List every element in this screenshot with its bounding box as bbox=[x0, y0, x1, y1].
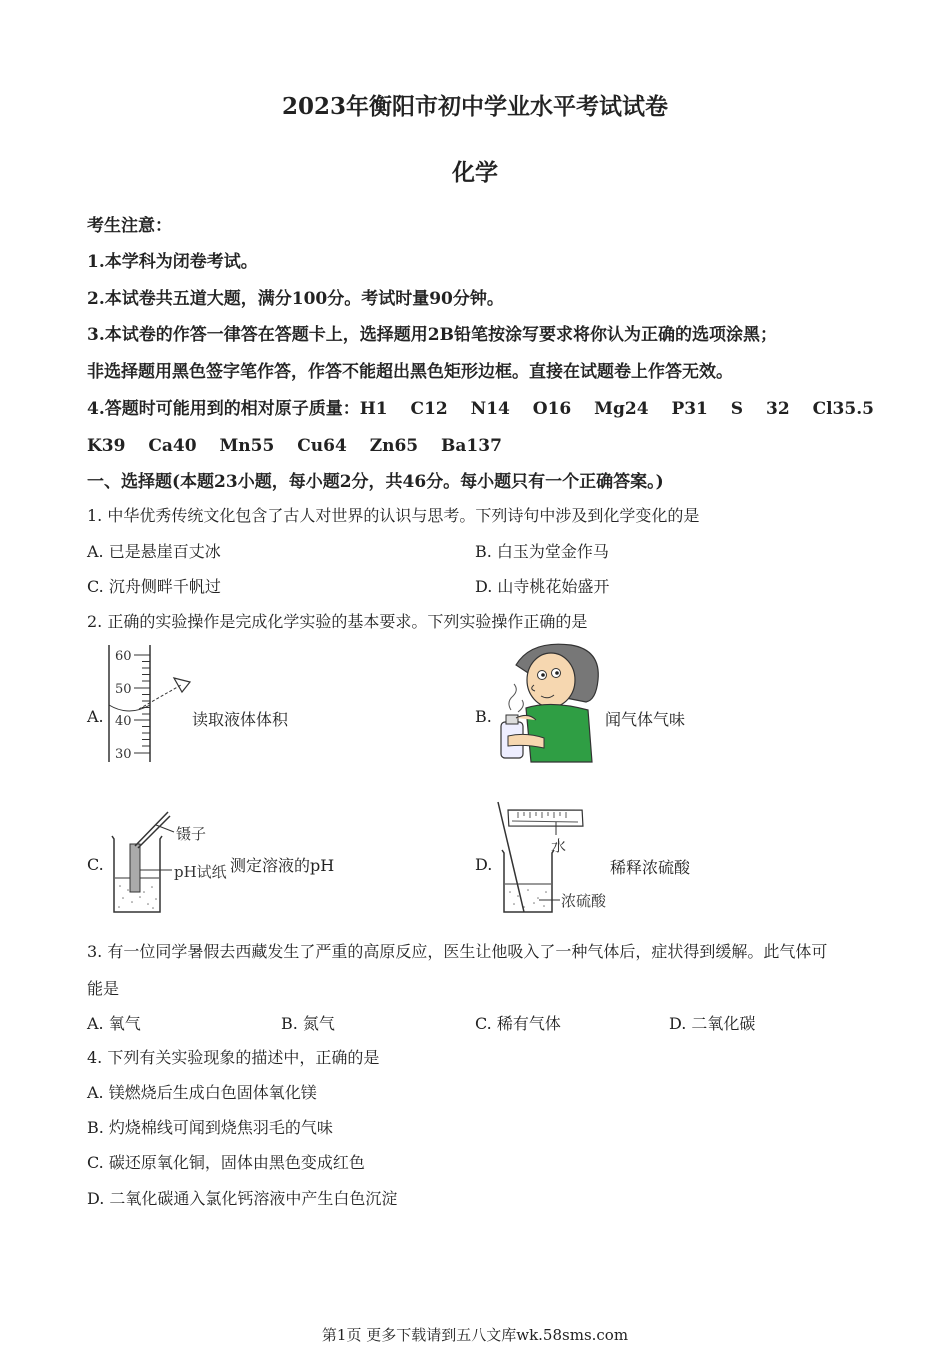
page-footer: 第1页 更多下载请到五八文库wk.58sms.com bbox=[321, 1326, 629, 1344]
smelling-person-figure bbox=[496, 640, 606, 765]
section-heading: 一、选择题(本题23小题，每小题2分，共46分。每小题只有一个正确答案。) bbox=[87, 472, 664, 492]
question-2-option-b-letter: B. bbox=[475, 707, 492, 726]
question-2-option-d-letter: D. bbox=[475, 855, 493, 874]
question-3-option-c: C. 稀有气体 bbox=[475, 1014, 561, 1033]
notice-atomic-masses-cont: K39 Ca40 Mn55 Cu64 Zn65 Ba137 bbox=[87, 436, 502, 456]
question-1-option-d: D. 山寺桃花始盛开 bbox=[475, 577, 610, 596]
sulfuric-acid-label: 浓硫酸 bbox=[561, 892, 607, 910]
notice-item: 2.本试卷共五道大题，满分100分。考试时量90分钟。 bbox=[87, 289, 504, 309]
question-3-stem: 3. 有一位同学暑假去西藏发生了严重的高原反应，医生让他吸入了一种气体后，症状得到缓解。此气体可 bbox=[87, 942, 828, 961]
question-1-option-b: B. 白玉为堂金作马 bbox=[475, 542, 609, 561]
cylinder-tick-label: 30 bbox=[115, 747, 132, 762]
cylinder-tick-label: 50 bbox=[115, 682, 132, 697]
cylinder-tick-label: 60 bbox=[115, 649, 132, 664]
question-3-option-a: A. 氧气 bbox=[87, 1014, 141, 1033]
notice-item: 1.本学科为闭卷考试。 bbox=[87, 252, 258, 272]
graduated-cylinder-figure bbox=[104, 642, 204, 767]
question-2-option-a-caption: 读取液体体积 bbox=[192, 710, 289, 729]
question-1-option-a: A. 已是悬崖百丈冰 bbox=[87, 542, 221, 561]
question-4-option-c: C. 碳还原氧化铜，固体由黑色变成红色 bbox=[87, 1153, 365, 1172]
notice-heading: 考生注意： bbox=[87, 216, 172, 236]
question-2-stem: 2. 正确的实验操作是完成化学实验的基本要求。下列实验操作正确的是 bbox=[87, 612, 588, 631]
question-2-option-c-caption: 测定溶液的pH bbox=[230, 856, 335, 875]
subject-title: 化学 bbox=[452, 159, 498, 186]
ph-paper-label: pH试纸 bbox=[174, 863, 227, 881]
question-2-option-a-letter: A. bbox=[87, 707, 104, 726]
water-label: 水 bbox=[551, 837, 567, 855]
dilution-figure bbox=[494, 800, 624, 920]
exam-title: 2023年衡阳市初中学业水平考试试卷 bbox=[281, 93, 668, 120]
question-2-option-c-letter: C. bbox=[87, 855, 104, 874]
question-4-option-d: D. 二氧化碳通入氯化钙溶液中产生白色沉淀 bbox=[87, 1189, 398, 1208]
question-3-option-d: D. 二氧化碳 bbox=[669, 1014, 756, 1033]
eye-icon bbox=[174, 678, 190, 692]
question-1-option-c: C. 沉舟侧畔千帆过 bbox=[87, 577, 221, 596]
question-2-option-b-caption: 闻气体气味 bbox=[605, 710, 686, 729]
question-2-option-d-caption: 稀释浓硫酸 bbox=[610, 858, 691, 877]
cylinder-tick-label: 40 bbox=[115, 714, 132, 729]
question-4-option-b: B. 灼烧棉线可闻到烧焦羽毛的气味 bbox=[87, 1118, 333, 1137]
notice-item: 3.本试卷的作答一律答在答题卡上，选择题用2B铅笔按涂写要求将你认为正确的选项涂黑； bbox=[87, 325, 777, 345]
notice-atomic-masses: 4.答题时可能用到的相对原子质量：H1 C12 N14 O16 Mg24 P31 S 32 Cl35.5 bbox=[87, 399, 874, 419]
question-4-stem: 4. 下列有关实验现象的描述中，正确的是 bbox=[87, 1048, 380, 1067]
ph-test-figure bbox=[104, 808, 244, 918]
tweezers-label: 镊子 bbox=[176, 825, 207, 843]
question-3-option-b: B. 氮气 bbox=[281, 1014, 335, 1033]
question-1-stem: 1. 中华优秀传统文化包含了古人对世界的认识与思考。下列诗句中涉及到化学变化的是 bbox=[87, 506, 700, 525]
notice-item: 非选择题用黑色签字笔作答，作答不能超出黑色矩形边框。直接在试题卷上作答无效。 bbox=[87, 362, 733, 382]
question-3-stem-cont: 能是 bbox=[87, 979, 120, 998]
question-4-option-a: A. 镁燃烧后生成白色固体氧化镁 bbox=[87, 1083, 317, 1102]
